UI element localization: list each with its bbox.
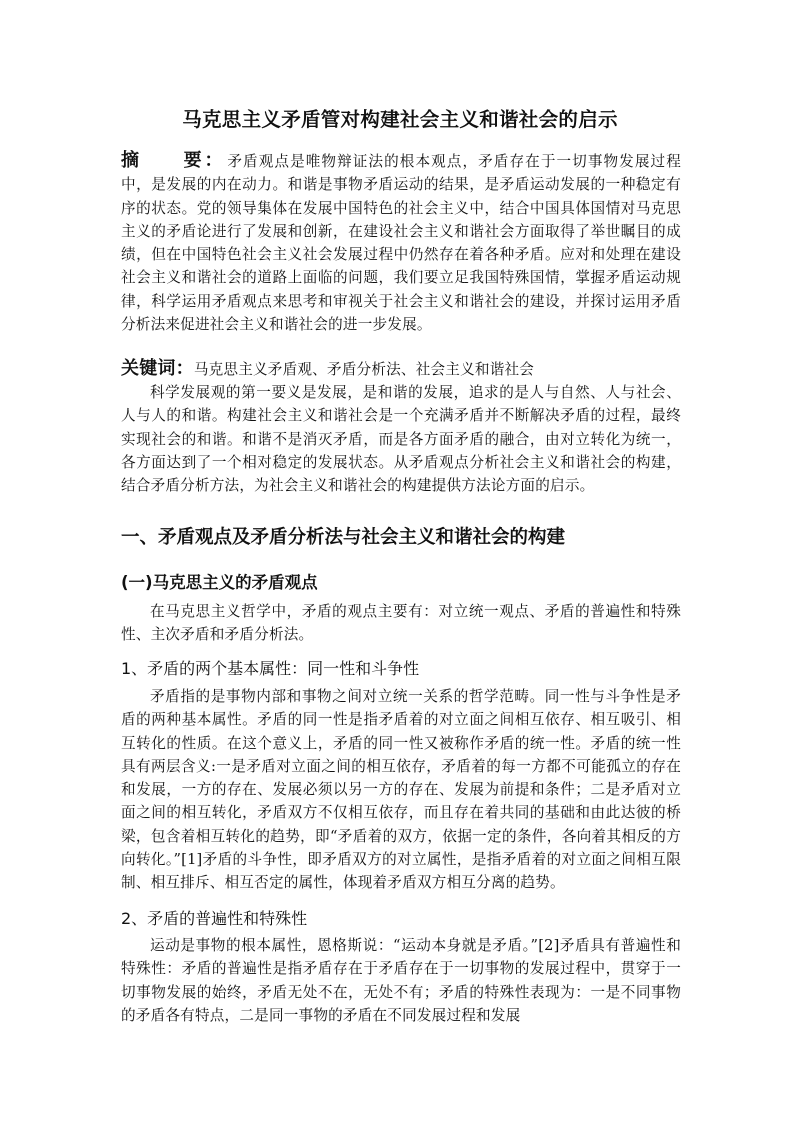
point-heading-1: 1、矛盾的两个基本属性：同一性和斗争性: [121, 659, 420, 678]
abstract-label: 摘 要：: [121, 150, 226, 171]
keywords-paragraph: [121, 357, 681, 381]
subsection-heading: (一)马克思主义的矛盾观点: [121, 573, 318, 592]
point-paragraph-2: 运动是事物的根本属性，恩格斯说：“运动本身就是矛盾。”[2]矛盾具有普遍性和特殊性：矛盾的普遍性是指矛盾存在于矛盾存在于一切事物的发展过程中，贯穿于一切事物发展的始终，矛盾无处不在，无处不有；矛盾的特殊性表现为：一是不同事物的矛盾各有特点，二是同一事物的矛盾在不同发展过程和发展: [121, 937, 681, 1024]
point-heading-2: 2、矛盾的普遍性和特殊性: [121, 909, 308, 928]
keywords-text: 马克思主义矛盾观、矛盾分析法、社会主义和谐社会: [193, 361, 535, 378]
subsection-paragraph: 在马克思主义哲学中，矛盾的观点主要有：对立统一观点、矛盾的普遍性和特殊性、主次矛盾和矛盾分析法。: [121, 603, 681, 644]
intro-paragraph: 科学发展观的第一要义是发展，是和谐的发展，追求的是人与自然、人与社会、人与人的和谐。构建社会主义和谐社会是一个充满矛盾并不断解决矛盾的过程，最终实现社会的和谐。和谐不是消灭矛盾，而是各方面矛盾的融合，由对立转化为统一，各方面达到了一个相对稳定的发展状态。从矛盾观点分析社会主义和谐社会的构建，结合矛盾分析方法，为社会主义和谐社会的构建提供方法论方面的启示。: [121, 384, 681, 495]
document-title: 马克思主义矛盾管对构建社会主义和谐社会的启示: [182, 108, 618, 131]
abstract-paragraph: [121, 149, 681, 336]
keywords-label: 关键词：: [121, 358, 194, 379]
point-paragraph-1: 矛盾指的是事物内部和事物之间对立统一关系的哲学范畴。同一性与斗争性是矛盾的两种基本属性。矛盾的同一性是指矛盾着的对立面之间相互依存、相互吸引、相互转化的性质。在这个意义上，矛盾的同一性又被称作矛盾的统一性。矛盾的统一性具有两层含义:一是矛盾对立面之间的相互依存，矛盾着的每一方都不可能孤立的存在和发展，一方的存在、发展必须以另一方的存在、发展为前提和条件；二是矛盾对立面之间的相互转化，矛盾双方不仅相互依存，而且存在着共同的基础和由此达彼的桥梁，包含着相互转化的趋势，即“矛盾着的双方，依据一定的条件，各向着其相反的方向转化。”[1]矛盾的斗争性，即矛盾双方的对立属性，是指矛盾着的对立面之间相互限制、相互排斥、相互否定的属性，体现着矛盾双方相互分离的趋势。: [121, 688, 681, 892]
section-heading: 一、矛盾观点及矛盾分析法与社会主义和谐社会的构建: [121, 527, 566, 548]
abstract-text: 矛盾观点是唯物辩证法的根本观点，矛盾存在于一切事物发展过程中，是发展的内在动力。和谐是事物矛盾运动的结果，是矛盾运动发展的一种稳定有序的状态。党的领导集体在发展中国特色的社会主义中，结合中国具体国情对马克思主义的矛盾论进行了发展和创新，在建设社会主义和谐社会方面取得了举世瞩目的成绩，但在中国特色社会主义社会发展过程中仍然存在着各种矛盾。应对和处理在建设社会主义和谐社会的道路上面临的问题，我们要立足我国特殊国情，掌握矛盾运动规律，科学运用矛盾观点来思考和审视关于社会主义和谐社会的建设，并探讨运用矛盾分析法来促进社会主义和谐社会的进一步发展。: [121, 153, 681, 334]
